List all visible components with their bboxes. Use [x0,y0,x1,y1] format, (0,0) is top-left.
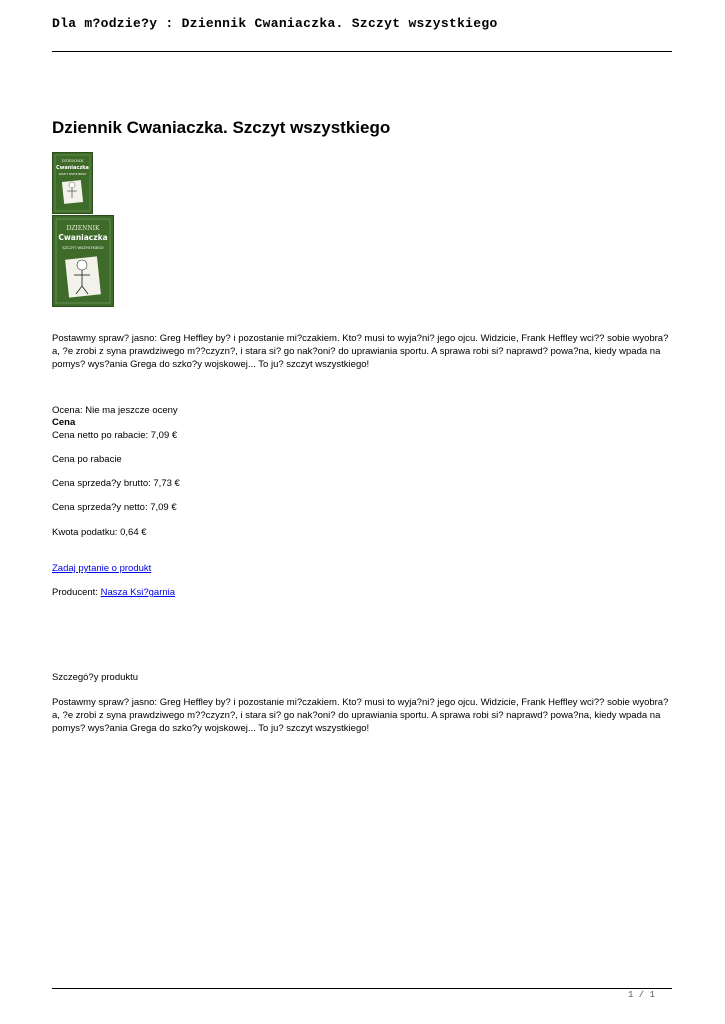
footer-divider [52,988,672,989]
book-cover-image-art [53,216,113,306]
header-divider [52,51,672,52]
cover-small-line2: Cwaniaczka [56,165,89,171]
price-heading: Cena [52,417,76,428]
net-sale-price: Cena sprzeda?y netto: 7,09 € [52,502,177,513]
cover-small-line3: SZCZYT WSZYSTKIEGO [58,173,87,176]
ask-question-link[interactable]: Zadaj pytanie o produkt [52,563,152,574]
book-cover-thumbnail-art [53,153,92,213]
producer-label: Producent: [52,587,101,598]
cover-small-line1: DZIENNIK [61,158,84,163]
price-after-discount: Cena po rabacie [52,454,122,465]
tax-amount: Kwota podatku: 0,64 € [52,527,147,538]
cover-large-line3: SZCZYT WSZYSTKIEGO [62,246,104,250]
page-indicator: 1 / 1 [627,990,655,1000]
product-title: Dziennik Cwaniaczka. Szczyt wszystkiego [52,118,391,137]
document-header-title: Dla m?odzie?y : Dziennik Cwaniaczka. Szczyt wszystkiego [52,16,498,31]
book-cover-image[interactable] [52,215,114,307]
cover-large-line2: Cwaniaczka [58,233,108,242]
cover-large-line1: DZIENNIK [66,225,100,232]
producer-line [52,586,175,599]
gross-sale-price: Cena sprzeda?y brutto: 7,73 € [52,478,180,489]
book-cover-thumbnail[interactable] [52,152,93,214]
rating-text: Ocena: Nie ma jeszcze oceny [52,405,178,416]
producer-link[interactable]: Nasza Ksi?garnia [100,587,176,598]
ask-question-line [52,562,151,575]
details-description: Postawmy spraw? jasno: Greg Heffley by? i pozostanie mi?czakiem. Kto? musi to wyja?ni? jego ojcu. Widzicie, Frank Heffley wci?? sobie wyobra?a, ?e zrobi z syna prawdziwego m??czyzn?, i stara si? go nak?oni? do uprawiania sportu. A sprawa robi si? naprawd? powa?na, kiedy wpada na pomys? wys?ania Grega do szko?y wojskowej... To ju? szczyt wszystkiego! [52,697,669,734]
product-description: Postawmy spraw? jasno: Greg Heffley by? i pozostanie mi?czakiem. Kto? musi to wyja?ni? jego ojcu. Widzicie, Frank Heffley wci?? sobie wyobra?a, ?e zrobi z syna prawdziwego m??czyzn?, i stara si? go nak?oni? do uprawiania sportu. A sprawa robi si? naprawd? powa?na, kiedy wpada na pomys? wys?ania Grega do szko?y wojskowej... To ju? szczyt wszystkiego! [52,333,669,370]
details-heading: Szczegó?y produktu [52,672,139,683]
net-price-after-discount: Cena netto po rabacie: 7,09 € [52,430,178,441]
